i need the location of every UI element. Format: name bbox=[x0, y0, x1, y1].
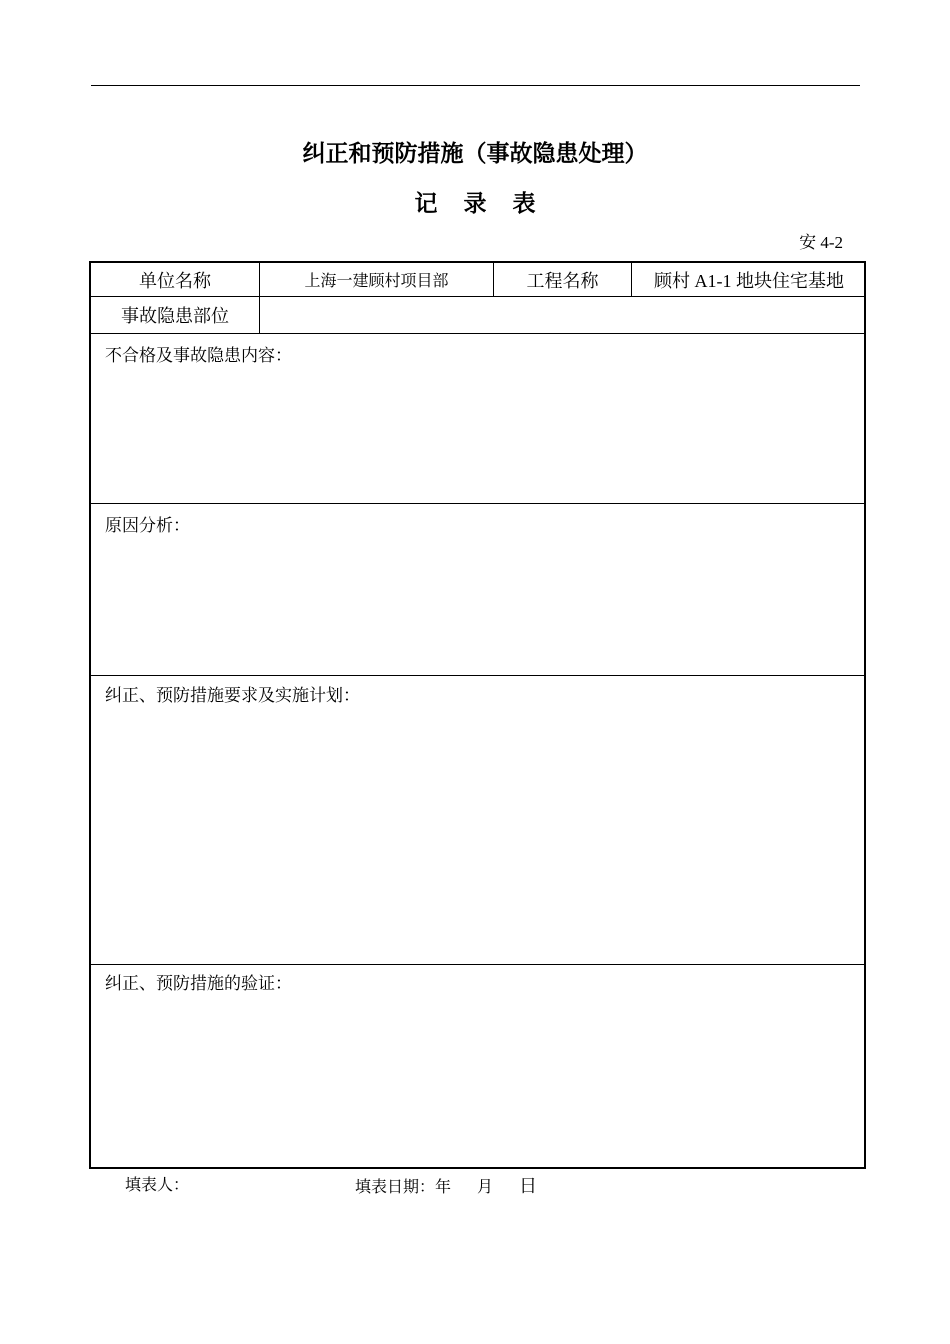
project-name-label: 工程名称 bbox=[526, 270, 599, 291]
unit-name-value[interactable]: 上海一建顾村项目部 bbox=[304, 273, 449, 290]
form-code: 安 4-2 bbox=[799, 233, 843, 252]
cause-analysis-section-label: 原因分析： bbox=[105, 516, 190, 535]
nonconformity-section-label: 不合格及事故隐患内容： bbox=[105, 346, 292, 365]
verification-section-label: 纠正、预防措施的验证： bbox=[105, 974, 292, 993]
hazard-location-label: 事故隐患部位 bbox=[121, 306, 229, 326]
unit-name-label: 单位名称 bbox=[139, 270, 211, 291]
month-label: 月 bbox=[477, 1179, 494, 1196]
filled-by-label: 填表人： bbox=[125, 1177, 190, 1194]
row-divider bbox=[91, 333, 864, 334]
day-label: 日 bbox=[519, 1176, 538, 1196]
hazard-location-value[interactable] bbox=[260, 297, 866, 333]
section-divider bbox=[91, 964, 864, 965]
form-subtitle: 记录表 bbox=[414, 191, 562, 217]
year-label: 年 bbox=[435, 1179, 452, 1196]
header-rule bbox=[91, 85, 860, 86]
fill-date-label: 填表日期： bbox=[355, 1179, 436, 1196]
measures-plan-section-label: 纠正、预防措施要求及实施计划： bbox=[105, 686, 360, 705]
section-divider bbox=[91, 503, 864, 504]
section-divider bbox=[91, 675, 864, 676]
project-name-value[interactable]: 顾村 A1-1 地块住宅基地 bbox=[654, 270, 844, 291]
form-title: 纠正和预防措施（事故隐患处理） bbox=[302, 141, 648, 167]
record-form bbox=[89, 261, 866, 1169]
fill-date bbox=[355, 1172, 537, 1198]
